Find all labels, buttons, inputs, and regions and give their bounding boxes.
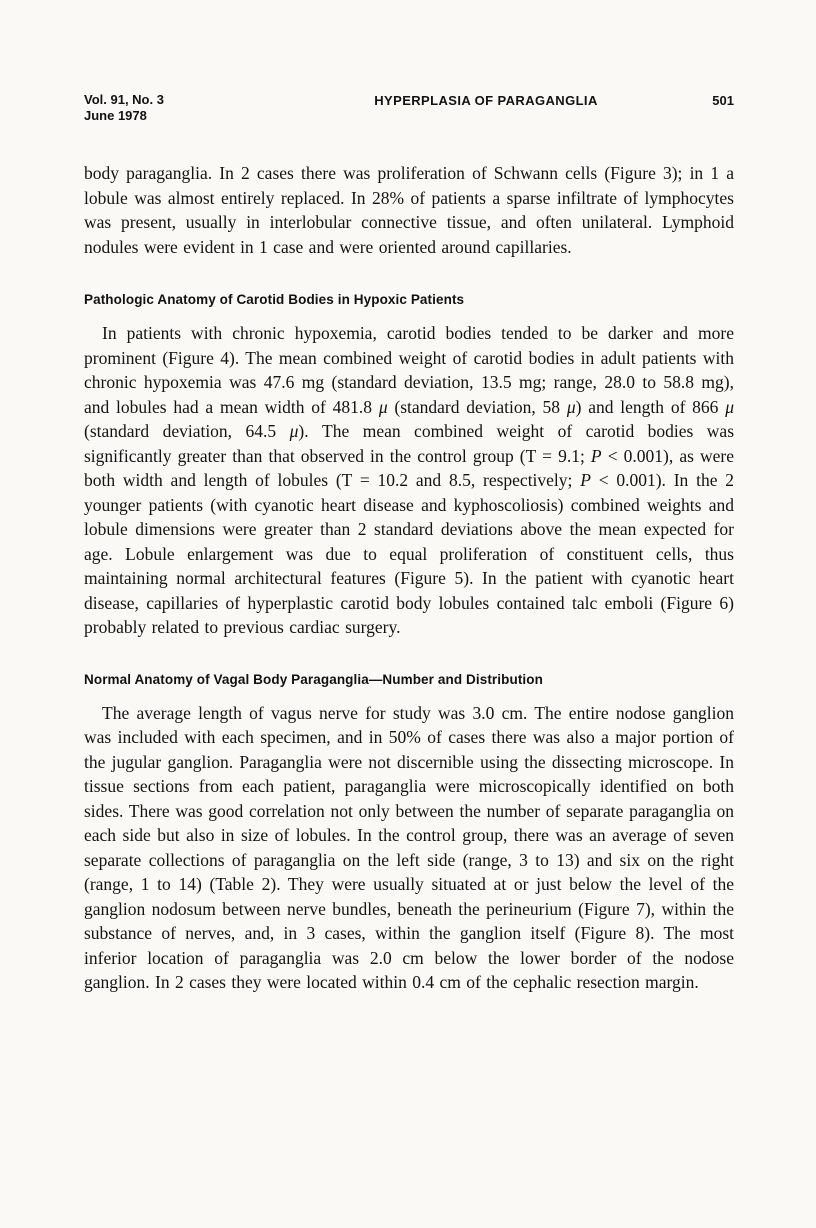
paragraph-continued: body paraganglia. In 2 cases there was proliferation of Schwann cells (Figure 3); in 1 a lobule was almost entirely replaced. In 28% of patients a sparse infiltrate of lymphocytes was present, usually in interlobular connective tissue, and often unilateral. Lymphoid nodules were evident in 1 case and were oriented around capillaries. <box>84 163 734 257</box>
paragraph-hypoxic-findings <box>84 321 734 640</box>
section-heading-vagal-body: Normal Anatomy of Vagal Body Paraganglia—Number and Distribution <box>84 671 543 687</box>
text-segment: (standard deviation, 64.5 <box>84 421 290 441</box>
running-head <box>84 92 734 124</box>
volume-number: Vol. 91, No. 3 <box>84 92 164 107</box>
text-segment: In patients with chronic hypoxemia, carotid bodies tended to be darker and more prominent (Figure 4). The mean combined weight of carotid bodies in adult patients with chronic hypoxemia was 47.6 mg (standard deviation, 13.5 mg; range, 28.0 to 58.8 mg), and lobules had a mean width of 481.8 <box>84 323 734 417</box>
paragraph-vagal-anatomy: The average length of vagus nerve for study was 3.0 cm. The entire nodose ganglion was included with each specimen, and in 50% of cases there was also a major portion of the jugular ganglion. Paraganglia were not discernible using the dissecting microscope. In tissue sections from each patient, paraganglia were microscopically identified on both sides. There was good correlation not only between the number of separate paraganglia on each side but also in size of lobules. In the control group, there was an average of seven separate collections of paraganglia on the left side (range, 3 to 13) and six on the right (range, 1 to 14) (Table 2). They were usually situated at or just below the level of the ganglion nodosum between nerve bundles, beneath the perineurium (Figure 7), within the substance of nerves, and, in 3 cases, within the ganglion itself (Figure 8). The most inferior location of paraganglia was 2.0 cm below the lower border of the nodose ganglion. In 2 cases they were located within 0.4 cm of the cephalic resection margin. <box>84 702 734 992</box>
text-segment: < 0.001). In the 2 younger patients (with cyanotic heart disease and kyphoscoliosis) combined weights and lobule dimensions were greater than 2 standard deviations above the mean expected for age. Lobule enlargement was due to equal proliferation of constituent cells, thus maintaining normal architectural features (Figure 5). In the patient with cyanotic heart disease, capillaries of hyperplastic carotid body lobules contained talc emboli (Figure 6) probably related to previous cardiac surgery. <box>84 470 735 637</box>
running-title: HYPERPLASIA OF PARAGANGLIA <box>374 93 598 108</box>
issue-info <box>84 92 284 124</box>
text-segment: ). The mean combined weight of carotid bodies was significantly greater than that observed in the control group (T = 9.1; <box>84 421 735 466</box>
italic-text-segment: μ <box>725 396 734 417</box>
text-segment: ) and length of 866 <box>575 396 726 417</box>
section-heading-carotid-bodies: Pathologic Anatomy of Carotid Bodies in Hypoxic Patients <box>84 292 465 307</box>
italic-text-segment: P <box>590 445 602 466</box>
issue-date: June 1978 <box>84 108 147 123</box>
italic-text-segment: P <box>580 470 591 490</box>
italic-text-segment: μ <box>378 396 388 417</box>
italic-text-segment: μ <box>566 396 576 417</box>
page-content <box>84 92 734 995</box>
text-segment: (standard deviation, 58 <box>387 396 567 417</box>
page-number: 501 <box>712 93 734 108</box>
italic-text-segment: μ <box>289 421 299 441</box>
text-segment: < 0.001), as were both width and length of lobules (T = 10.2 and 8.5, respectively; <box>84 445 735 490</box>
